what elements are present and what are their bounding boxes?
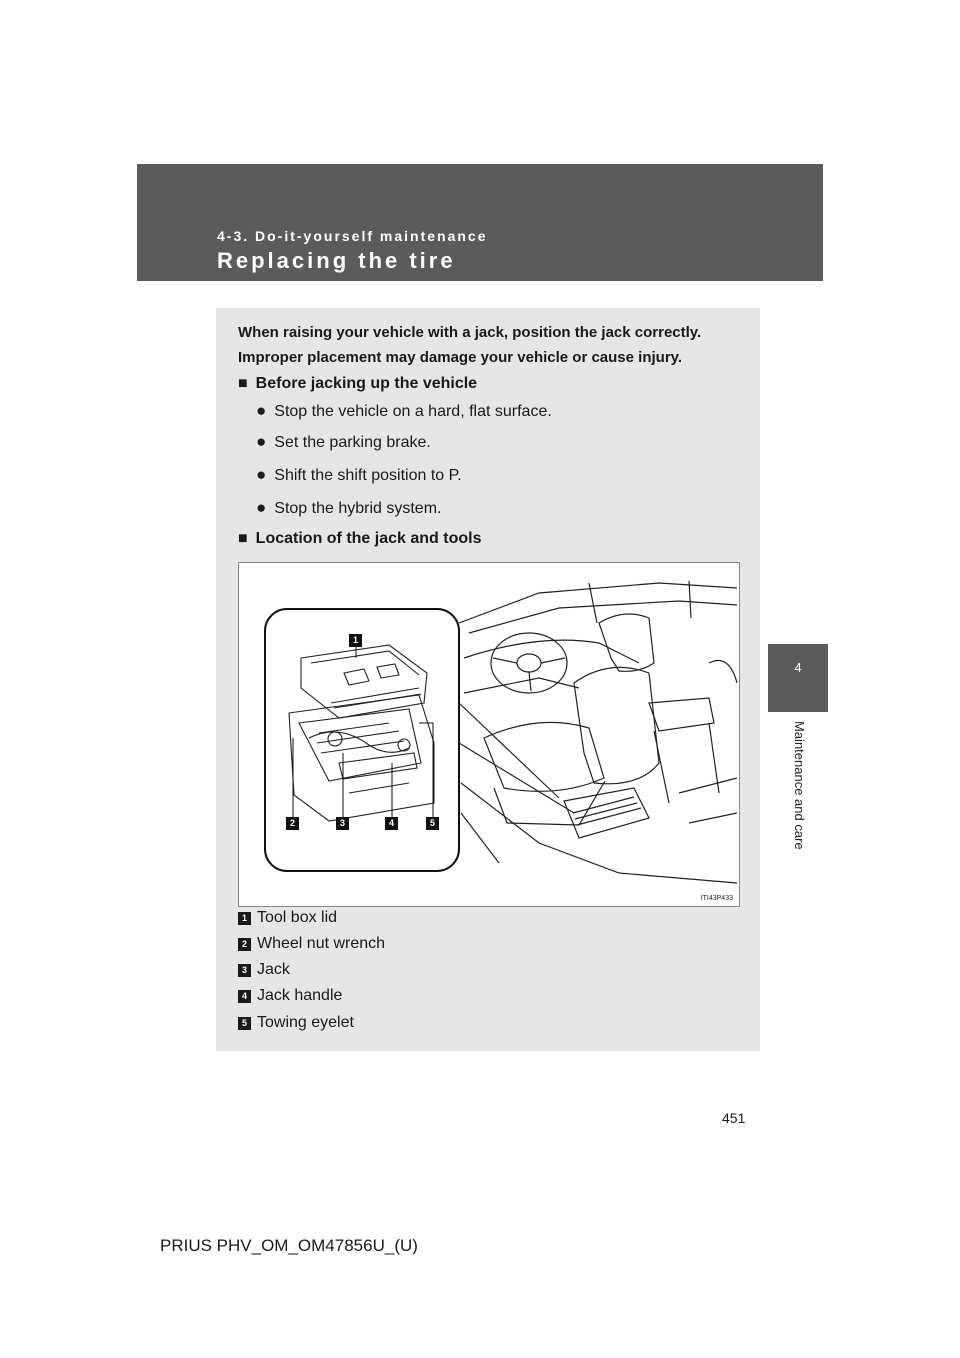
square-bullet-icon: ■: [238, 375, 248, 392]
bullet-item: ● Stop the hybrid system.: [256, 498, 442, 517]
legend-number-badge: 5: [238, 1017, 251, 1030]
chapter-number-box: [768, 644, 828, 712]
page-title: Replacing the tire: [217, 248, 456, 273]
page-number: 451: [722, 1110, 746, 1126]
legend-number-badge: 3: [238, 964, 251, 977]
illustration-svg: [239, 563, 739, 906]
chapter-label: Maintenance and care: [792, 721, 807, 850]
chapter-number: 4: [794, 660, 802, 675]
square-bullet-icon: ■: [238, 530, 248, 547]
bullet-item: ● Stop the vehicle on a hard, flat surface.: [256, 401, 552, 420]
legend-text: Jack: [257, 961, 290, 978]
dot-bullet-icon: ●: [256, 465, 267, 484]
caution-panel: [216, 308, 760, 1051]
legend-text: Jack handle: [257, 987, 343, 1004]
legend-text: Tool box lid: [257, 909, 338, 926]
legend-item: [238, 909, 337, 931]
legend-text: Towing eyelet: [257, 1014, 354, 1031]
intro-text: When raising your vehicle with a jack, position the jack correctly. Improper placement may damage your vehicle or cause injury.: [238, 324, 702, 366]
callout-1: 1: [349, 634, 362, 647]
dot-bullet-icon: ●: [256, 498, 267, 517]
callout-3: 3: [336, 817, 349, 830]
legend-number-badge: 2: [238, 938, 251, 951]
dot-bullet-icon: ●: [256, 401, 267, 420]
callout-2: 2: [286, 817, 299, 830]
legend-number-badge: 4: [238, 990, 251, 1003]
legend-item: [238, 961, 290, 983]
jack-location-illustration: [238, 562, 740, 907]
legend-item: [238, 935, 385, 957]
legend-number-badge: 1: [238, 912, 251, 925]
before-jacking-heading: ■ Before jacking up the vehicle: [238, 375, 478, 392]
page-header: [137, 164, 823, 281]
section-label: 4-3. Do-it-yourself maintenance: [217, 228, 488, 244]
callout-5: 5: [426, 817, 439, 830]
legend-item: [238, 987, 342, 1009]
legend-text: Wheel nut wrench: [257, 935, 386, 952]
legend-item: [238, 1014, 354, 1036]
bullet-item: ● Shift the shift position to P.: [256, 465, 462, 484]
dot-bullet-icon: ●: [256, 432, 267, 451]
chapter-side-tab: [768, 281, 828, 881]
location-heading: ■ Location of the jack and tools: [238, 530, 482, 547]
callout-4: 4: [385, 817, 398, 830]
bullet-item: ● Set the parking brake.: [256, 432, 431, 451]
document-footer: PRIUS PHV_OM_OM47856U_(U): [160, 1236, 418, 1255]
figure-code: ITI43P433: [700, 895, 733, 902]
